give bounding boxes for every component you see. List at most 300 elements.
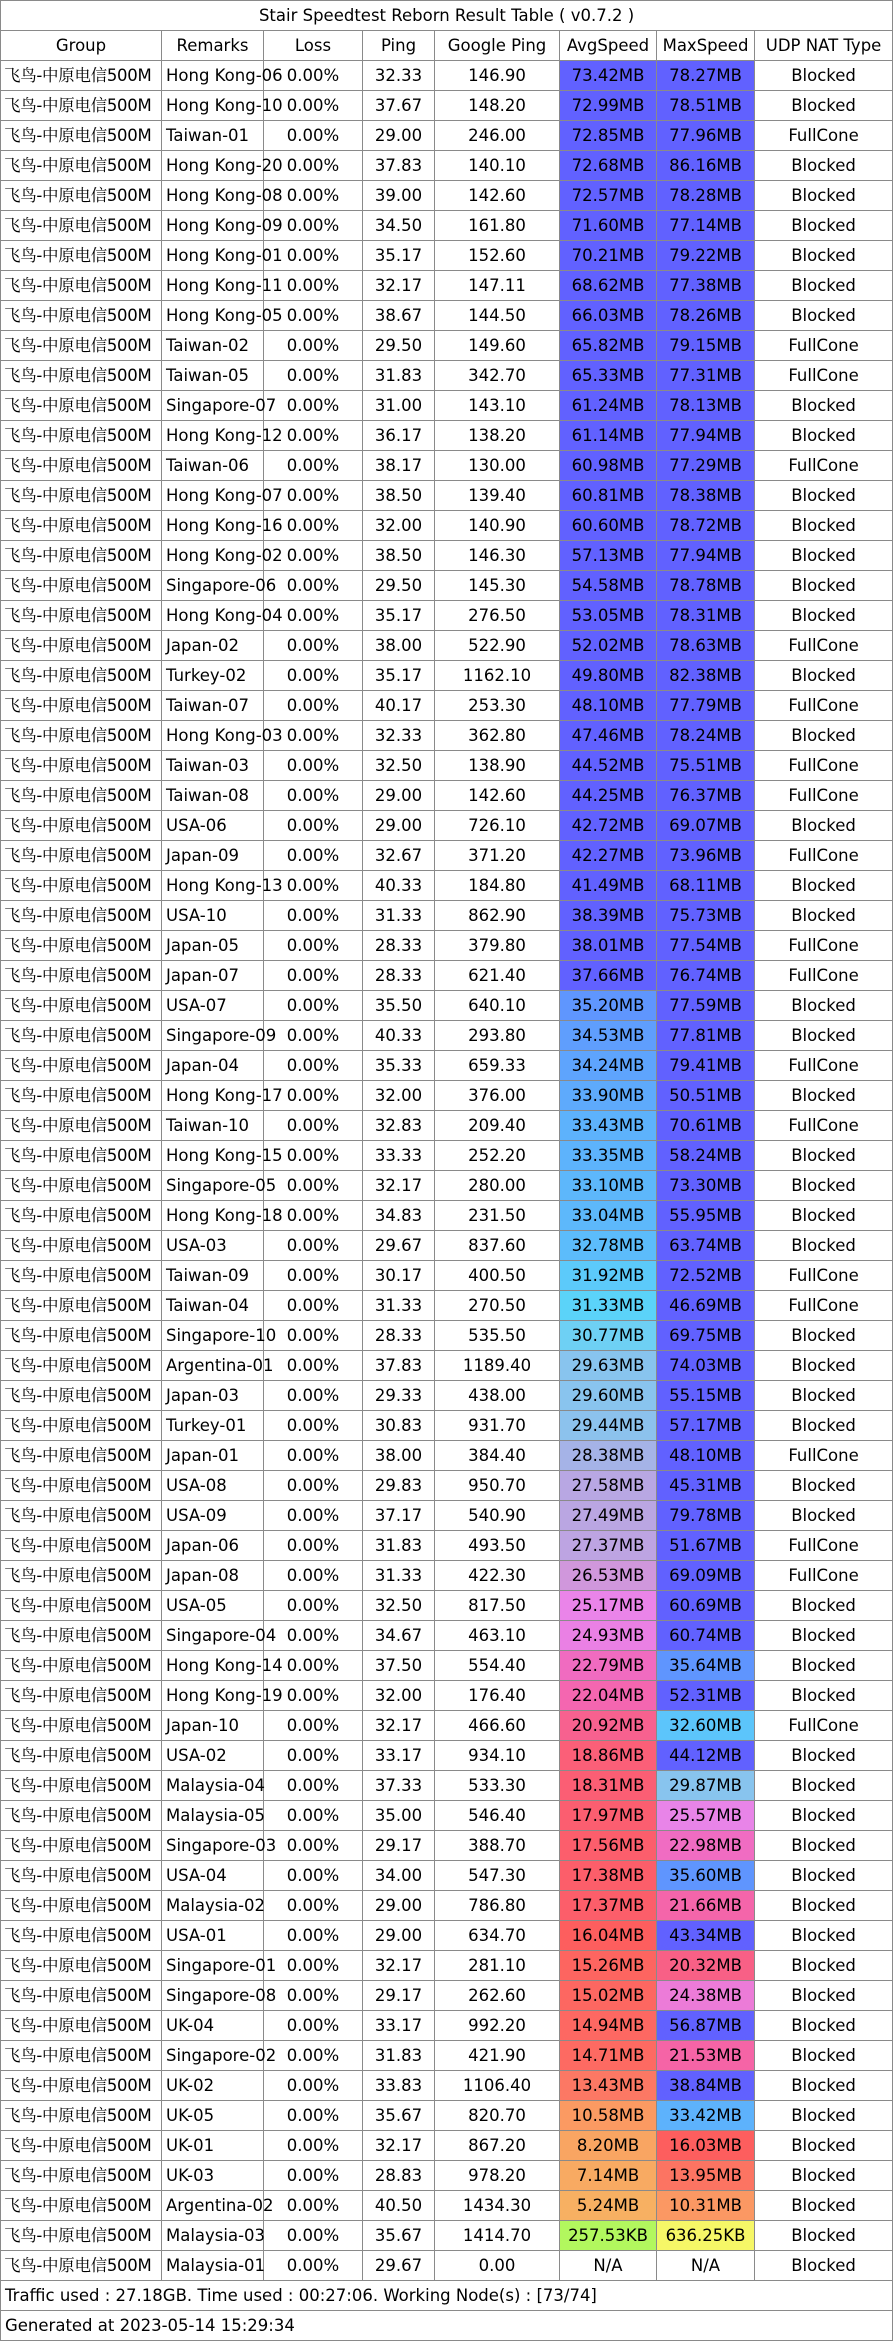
cell-max-speed: 78.38MB [657, 481, 755, 511]
table-row [1, 2041, 893, 2071]
cell-remarks: Japan-08 [162, 1561, 264, 1591]
cell-udp-nat-type: FullCone [755, 961, 893, 991]
cell-google-ping: 820.70 [435, 2101, 560, 2131]
cell-loss: 0.00% [264, 1291, 363, 1321]
cell-avg-speed: 24.93MB [560, 1621, 657, 1651]
cell-loss: 0.00% [264, 1471, 363, 1501]
cell-ping: 29.83 [363, 1471, 435, 1501]
cell-remarks: Singapore-04 [162, 1621, 264, 1651]
cell-ping: 32.17 [363, 1951, 435, 1981]
table-row [1, 1111, 893, 1141]
table-row [1, 1981, 893, 2011]
cell-group: 飞鸟-中原电信500M [1, 2191, 162, 2221]
cell-avg-speed: 33.43MB [560, 1111, 657, 1141]
cell-ping: 29.00 [363, 121, 435, 151]
cell-group: 飞鸟-中原电信500M [1, 1411, 162, 1441]
cell-group: 飞鸟-中原电信500M [1, 421, 162, 451]
table-row [1, 1321, 893, 1351]
cell-avg-speed: 65.33MB [560, 361, 657, 391]
cell-ping: 35.17 [363, 601, 435, 631]
cell-ping: 37.33 [363, 1771, 435, 1801]
cell-loss: 0.00% [264, 1051, 363, 1081]
cell-max-speed: 58.24MB [657, 1141, 755, 1171]
cell-max-speed: 57.17MB [657, 1411, 755, 1441]
cell-udp-nat-type: FullCone [755, 1711, 893, 1741]
cell-ping: 31.83 [363, 1531, 435, 1561]
cell-ping: 29.67 [363, 2251, 435, 2281]
cell-loss: 0.00% [264, 2161, 363, 2191]
table-row [1, 1171, 893, 1201]
cell-loss: 0.00% [264, 1531, 363, 1561]
cell-loss: 0.00% [264, 541, 363, 571]
cell-remarks: Hong Kong-13 [162, 871, 264, 901]
cell-google-ping: 931.70 [435, 1411, 560, 1441]
cell-remarks: UK-04 [162, 2011, 264, 2041]
table-row [1, 361, 893, 391]
cell-loss: 0.00% [264, 1891, 363, 1921]
cell-group: 飞鸟-中原电信500M [1, 751, 162, 781]
cell-group: 飞鸟-中原电信500M [1, 1531, 162, 1561]
cell-remarks: Argentina-02 [162, 2191, 264, 2221]
cell-ping: 29.00 [363, 811, 435, 841]
cell-group: 飞鸟-中原电信500M [1, 631, 162, 661]
cell-max-speed: 82.38MB [657, 661, 755, 691]
cell-remarks: Hong Kong-19 [162, 1681, 264, 1711]
cell-ping: 35.67 [363, 2221, 435, 2251]
cell-google-ping: 1189.40 [435, 1351, 560, 1381]
cell-group: 飞鸟-中原电信500M [1, 1441, 162, 1471]
cell-max-speed: 60.74MB [657, 1621, 755, 1651]
cell-udp-nat-type: Blocked [755, 1681, 893, 1711]
cell-avg-speed: 29.60MB [560, 1381, 657, 1411]
cell-ping: 31.33 [363, 1291, 435, 1321]
cell-max-speed: 78.63MB [657, 631, 755, 661]
cell-google-ping: 493.50 [435, 1531, 560, 1561]
table-row [1, 1471, 893, 1501]
cell-google-ping: 992.20 [435, 2011, 560, 2041]
cell-google-ping: 786.80 [435, 1891, 560, 1921]
cell-udp-nat-type: Blocked [755, 991, 893, 1021]
cell-group: 飞鸟-中原电信500M [1, 661, 162, 691]
cell-loss: 0.00% [264, 211, 363, 241]
cell-max-speed: 79.15MB [657, 331, 755, 361]
cell-udp-nat-type: Blocked [755, 721, 893, 751]
cell-avg-speed: 17.37MB [560, 1891, 657, 1921]
cell-group: 飞鸟-中原电信500M [1, 2071, 162, 2101]
cell-avg-speed: 72.99MB [560, 91, 657, 121]
cell-ping: 37.17 [363, 1501, 435, 1531]
cell-loss: 0.00% [264, 1261, 363, 1291]
cell-max-speed: 77.79MB [657, 691, 755, 721]
cell-max-speed: 76.74MB [657, 961, 755, 991]
cell-loss: 0.00% [264, 1171, 363, 1201]
cell-remarks: Singapore-05 [162, 1171, 264, 1201]
cell-google-ping: 139.40 [435, 481, 560, 511]
cell-ping: 31.83 [363, 361, 435, 391]
cell-loss: 0.00% [264, 1561, 363, 1591]
cell-remarks: Japan-03 [162, 1381, 264, 1411]
cell-avg-speed: 33.04MB [560, 1201, 657, 1231]
cell-max-speed: 78.24MB [657, 721, 755, 751]
cell-max-speed: 78.31MB [657, 601, 755, 631]
cell-loss: 0.00% [264, 2011, 363, 2041]
cell-max-speed: 74.03MB [657, 1351, 755, 1381]
cell-google-ping: 1106.40 [435, 2071, 560, 2101]
cell-avg-speed: 31.33MB [560, 1291, 657, 1321]
cell-avg-speed: 38.01MB [560, 931, 657, 961]
cell-avg-speed: 49.80MB [560, 661, 657, 691]
cell-ping: 32.17 [363, 1171, 435, 1201]
footer-generated: Generated at 2023-05-14 15:29:34 [1, 2311, 893, 2341]
cell-udp-nat-type: Blocked [755, 601, 893, 631]
cell-avg-speed: 257.53KB [560, 2221, 657, 2251]
cell-google-ping: 621.40 [435, 961, 560, 991]
cell-udp-nat-type: Blocked [755, 1081, 893, 1111]
cell-max-speed: 69.75MB [657, 1321, 755, 1351]
cell-group: 飞鸟-中原电信500M [1, 2221, 162, 2251]
cell-avg-speed: N/A [560, 2251, 657, 2281]
cell-loss: 0.00% [264, 2101, 363, 2131]
cell-google-ping: 270.50 [435, 1291, 560, 1321]
cell-remarks: Hong Kong-03 [162, 721, 264, 751]
cell-max-speed: 43.34MB [657, 1921, 755, 1951]
table-row [1, 1051, 893, 1081]
cell-max-speed: 73.96MB [657, 841, 755, 871]
cell-ping: 29.17 [363, 1831, 435, 1861]
cell-ping: 38.00 [363, 631, 435, 661]
cell-udp-nat-type: Blocked [755, 1861, 893, 1891]
cell-ping: 28.33 [363, 961, 435, 991]
cell-udp-nat-type: FullCone [755, 781, 893, 811]
cell-avg-speed: 54.58MB [560, 571, 657, 601]
cell-udp-nat-type: FullCone [755, 451, 893, 481]
cell-loss: 0.00% [264, 61, 363, 91]
cell-ping: 31.33 [363, 901, 435, 931]
cell-google-ping: 142.60 [435, 181, 560, 211]
cell-ping: 29.67 [363, 1231, 435, 1261]
table-row [1, 1261, 893, 1291]
cell-ping: 32.00 [363, 1081, 435, 1111]
table-header-row [1, 31, 893, 61]
cell-group: 飞鸟-中原电信500M [1, 301, 162, 331]
cell-loss: 0.00% [264, 1621, 363, 1651]
cell-remarks: Hong Kong-17 [162, 1081, 264, 1111]
cell-ping: 34.83 [363, 1201, 435, 1231]
cell-udp-nat-type: Blocked [755, 1351, 893, 1381]
cell-avg-speed: 8.20MB [560, 2131, 657, 2161]
cell-udp-nat-type: Blocked [755, 1771, 893, 1801]
cell-avg-speed: 17.38MB [560, 1861, 657, 1891]
table-row [1, 61, 893, 91]
cell-loss: 0.00% [264, 871, 363, 901]
cell-max-speed: 20.32MB [657, 1951, 755, 1981]
cell-loss: 0.00% [264, 331, 363, 361]
cell-avg-speed: 17.97MB [560, 1801, 657, 1831]
cell-google-ping: 184.80 [435, 871, 560, 901]
cell-google-ping: 522.90 [435, 631, 560, 661]
cell-max-speed: 46.69MB [657, 1291, 755, 1321]
cell-avg-speed: 34.53MB [560, 1021, 657, 1051]
cell-loss: 0.00% [264, 1201, 363, 1231]
cell-google-ping: 280.00 [435, 1171, 560, 1201]
cell-google-ping: 138.90 [435, 751, 560, 781]
cell-remarks: Hong Kong-08 [162, 181, 264, 211]
cell-udp-nat-type: Blocked [755, 1171, 893, 1201]
cell-avg-speed: 32.78MB [560, 1231, 657, 1261]
cell-avg-speed: 33.35MB [560, 1141, 657, 1171]
table-row [1, 511, 893, 541]
cell-udp-nat-type: Blocked [755, 1891, 893, 1921]
cell-loss: 0.00% [264, 1651, 363, 1681]
cell-udp-nat-type: FullCone [755, 1531, 893, 1561]
cell-google-ping: 659.33 [435, 1051, 560, 1081]
cell-avg-speed: 18.31MB [560, 1771, 657, 1801]
cell-udp-nat-type: Blocked [755, 661, 893, 691]
cell-group: 飞鸟-中原电信500M [1, 1321, 162, 1351]
cell-group: 飞鸟-中原电信500M [1, 481, 162, 511]
cell-remarks: USA-07 [162, 991, 264, 1021]
cell-remarks: Taiwan-10 [162, 1111, 264, 1141]
cell-avg-speed: 26.53MB [560, 1561, 657, 1591]
table-row [1, 751, 893, 781]
table-row [1, 2251, 893, 2281]
table-row [1, 661, 893, 691]
column-header-loss: Loss [264, 31, 363, 61]
cell-udp-nat-type: Blocked [755, 2191, 893, 2221]
cell-group: 飞鸟-中原电信500M [1, 541, 162, 571]
cell-group: 飞鸟-中原电信500M [1, 1591, 162, 1621]
cell-avg-speed: 60.60MB [560, 511, 657, 541]
table-row [1, 1861, 893, 1891]
cell-max-speed: 45.31MB [657, 1471, 755, 1501]
table-row [1, 481, 893, 511]
cell-max-speed: 25.57MB [657, 1801, 755, 1831]
cell-loss: 0.00% [264, 961, 363, 991]
cell-remarks: Argentina-01 [162, 1351, 264, 1381]
cell-udp-nat-type: Blocked [755, 1201, 893, 1231]
cell-remarks: Taiwan-07 [162, 691, 264, 721]
table-row [1, 1411, 893, 1441]
cell-group: 飞鸟-中原电信500M [1, 2251, 162, 2281]
cell-ping: 38.17 [363, 451, 435, 481]
table-row [1, 601, 893, 631]
cell-remarks: USA-08 [162, 1471, 264, 1501]
cell-ping: 31.33 [363, 1561, 435, 1591]
cell-max-speed: 77.54MB [657, 931, 755, 961]
cell-loss: 0.00% [264, 1081, 363, 1111]
cell-remarks: USA-01 [162, 1921, 264, 1951]
cell-group: 飞鸟-中原电信500M [1, 1651, 162, 1681]
table-row [1, 1651, 893, 1681]
table-row [1, 1021, 893, 1051]
cell-google-ping: 400.50 [435, 1261, 560, 1291]
cell-avg-speed: 61.24MB [560, 391, 657, 421]
cell-avg-speed: 72.85MB [560, 121, 657, 151]
cell-remarks: Taiwan-02 [162, 331, 264, 361]
table-row [1, 571, 893, 601]
footer-traffic: Traffic used : 27.18GB. Time used : 00:27:06. Working Node(s) : [73/74] [1, 2281, 893, 2311]
cell-avg-speed: 48.10MB [560, 691, 657, 721]
cell-group: 飞鸟-中原电信500M [1, 781, 162, 811]
cell-avg-speed: 14.71MB [560, 2041, 657, 2071]
cell-avg-speed: 60.98MB [560, 451, 657, 481]
cell-remarks: UK-02 [162, 2071, 264, 2101]
cell-group: 飞鸟-中原电信500M [1, 1771, 162, 1801]
cell-ping: 29.00 [363, 781, 435, 811]
cell-avg-speed: 16.04MB [560, 1921, 657, 1951]
cell-google-ping: 281.10 [435, 1951, 560, 1981]
cell-remarks: Taiwan-05 [162, 361, 264, 391]
cell-google-ping: 253.30 [435, 691, 560, 721]
cell-ping: 29.50 [363, 571, 435, 601]
cell-max-speed: 32.60MB [657, 1711, 755, 1741]
cell-udp-nat-type: Blocked [755, 901, 893, 931]
cell-udp-nat-type: FullCone [755, 331, 893, 361]
cell-max-speed: N/A [657, 2251, 755, 2281]
cell-ping: 32.00 [363, 1681, 435, 1711]
cell-group: 飞鸟-中原电信500M [1, 691, 162, 721]
cell-remarks: USA-02 [162, 1741, 264, 1771]
cell-google-ping: 146.30 [435, 541, 560, 571]
cell-udp-nat-type: Blocked [755, 2011, 893, 2041]
cell-ping: 36.17 [363, 421, 435, 451]
cell-ping: 38.00 [363, 1441, 435, 1471]
cell-max-speed: 21.66MB [657, 1891, 755, 1921]
table-row [1, 631, 893, 661]
cell-udp-nat-type: Blocked [755, 1141, 893, 1171]
cell-udp-nat-type: Blocked [755, 1501, 893, 1531]
cell-max-speed: 75.73MB [657, 901, 755, 931]
cell-loss: 0.00% [264, 901, 363, 931]
table-row [1, 541, 893, 571]
cell-group: 飞鸟-中原电信500M [1, 1861, 162, 1891]
cell-google-ping: 138.20 [435, 421, 560, 451]
cell-group: 飞鸟-中原电信500M [1, 931, 162, 961]
cell-group: 飞鸟-中原电信500M [1, 811, 162, 841]
cell-max-speed: 77.94MB [657, 541, 755, 571]
cell-udp-nat-type: FullCone [755, 1111, 893, 1141]
cell-remarks: Hong Kong-18 [162, 1201, 264, 1231]
cell-google-ping: 1414.70 [435, 2221, 560, 2251]
cell-google-ping: 1162.10 [435, 661, 560, 691]
table-row [1, 391, 893, 421]
cell-ping: 34.00 [363, 1861, 435, 1891]
cell-avg-speed: 66.03MB [560, 301, 657, 331]
cell-ping: 38.50 [363, 481, 435, 511]
cell-google-ping: 362.80 [435, 721, 560, 751]
cell-avg-speed: 65.82MB [560, 331, 657, 361]
table-body [1, 61, 893, 2281]
cell-max-speed: 21.53MB [657, 2041, 755, 2071]
cell-google-ping: 862.90 [435, 901, 560, 931]
cell-udp-nat-type: Blocked [755, 181, 893, 211]
cell-max-speed: 86.16MB [657, 151, 755, 181]
table-title-row [1, 1, 893, 31]
cell-loss: 0.00% [264, 1411, 363, 1441]
cell-google-ping: 371.20 [435, 841, 560, 871]
cell-remarks: Hong Kong-11 [162, 271, 264, 301]
cell-google-ping: 252.20 [435, 1141, 560, 1171]
cell-group: 飞鸟-中原电信500M [1, 601, 162, 631]
table-row [1, 2131, 893, 2161]
cell-ping: 40.50 [363, 2191, 435, 2221]
cell-remarks: Hong Kong-01 [162, 241, 264, 271]
table-row [1, 691, 893, 721]
cell-loss: 0.00% [264, 2191, 363, 2221]
column-header-google-ping: Google Ping [435, 31, 560, 61]
cell-ping: 32.50 [363, 1591, 435, 1621]
cell-udp-nat-type: Blocked [755, 2101, 893, 2131]
cell-max-speed: 50.51MB [657, 1081, 755, 1111]
cell-max-speed: 75.51MB [657, 751, 755, 781]
cell-google-ping: 276.50 [435, 601, 560, 631]
cell-loss: 0.00% [264, 391, 363, 421]
cell-ping: 32.67 [363, 841, 435, 871]
cell-ping: 35.17 [363, 661, 435, 691]
cell-ping: 35.17 [363, 241, 435, 271]
cell-google-ping: 293.80 [435, 1021, 560, 1051]
cell-avg-speed: 61.14MB [560, 421, 657, 451]
table-row [1, 1711, 893, 1741]
cell-avg-speed: 41.49MB [560, 871, 657, 901]
cell-remarks: Hong Kong-06 [162, 61, 264, 91]
cell-avg-speed: 15.02MB [560, 1981, 657, 2011]
cell-group: 飞鸟-中原电信500M [1, 241, 162, 271]
cell-loss: 0.00% [264, 751, 363, 781]
cell-max-speed: 77.29MB [657, 451, 755, 481]
table-row [1, 91, 893, 121]
cell-remarks: Singapore-09 [162, 1021, 264, 1051]
cell-google-ping: 438.00 [435, 1381, 560, 1411]
cell-avg-speed: 70.21MB [560, 241, 657, 271]
cell-avg-speed: 60.81MB [560, 481, 657, 511]
table-row [1, 781, 893, 811]
cell-udp-nat-type: Blocked [755, 1471, 893, 1501]
cell-google-ping: 533.30 [435, 1771, 560, 1801]
cell-ping: 28.33 [363, 931, 435, 961]
cell-loss: 0.00% [264, 121, 363, 151]
cell-loss: 0.00% [264, 1021, 363, 1051]
cell-google-ping: 130.00 [435, 451, 560, 481]
cell-ping: 37.50 [363, 1651, 435, 1681]
cell-google-ping: 554.40 [435, 1651, 560, 1681]
cell-remarks: Singapore-03 [162, 1831, 264, 1861]
cell-remarks: Hong Kong-04 [162, 601, 264, 631]
cell-group: 飞鸟-中原电信500M [1, 1381, 162, 1411]
table-row [1, 1201, 893, 1231]
table-row [1, 931, 893, 961]
cell-udp-nat-type: Blocked [755, 421, 893, 451]
cell-group: 飞鸟-中原电信500M [1, 1981, 162, 2011]
cell-loss: 0.00% [264, 1711, 363, 1741]
table-row [1, 2161, 893, 2191]
table-row [1, 1771, 893, 1801]
table-row [1, 901, 893, 931]
cell-max-speed: 78.27MB [657, 61, 755, 91]
cell-udp-nat-type: Blocked [755, 1981, 893, 2011]
cell-ping: 31.00 [363, 391, 435, 421]
table-row [1, 1921, 893, 1951]
cell-ping: 32.33 [363, 721, 435, 751]
cell-group: 飞鸟-中原电信500M [1, 511, 162, 541]
cell-remarks: Taiwan-01 [162, 121, 264, 151]
cell-loss: 0.00% [264, 991, 363, 1021]
cell-udp-nat-type: Blocked [755, 391, 893, 421]
cell-udp-nat-type: FullCone [755, 361, 893, 391]
cell-remarks: Turkey-01 [162, 1411, 264, 1441]
cell-max-speed: 78.78MB [657, 571, 755, 601]
cell-group: 飞鸟-中原电信500M [1, 841, 162, 871]
